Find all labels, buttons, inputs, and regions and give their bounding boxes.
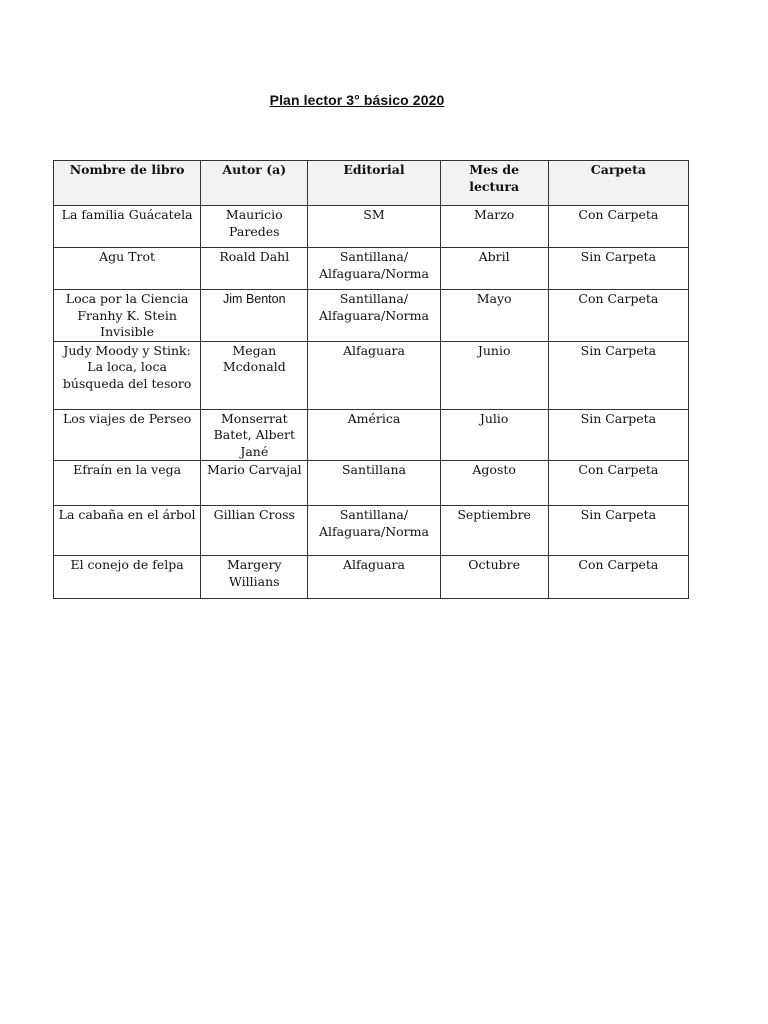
author-cell: Mauricio Paredes [201,206,308,248]
author-cell: Jim Benton [201,290,308,342]
book-name-cell: Loca por la Ciencia Franhy K. Stein Invisible [54,290,201,342]
folder-cell: Con Carpeta [548,290,688,342]
header-author: Autor (a) [201,161,308,206]
month-cell: Julio [440,409,548,461]
table-row [54,206,689,248]
table-header-row [54,161,689,206]
header-folder: Carpeta [548,161,688,206]
month-cell: Octubre [440,556,548,599]
book-name-cell: Efraín en la vega [54,461,201,506]
table-row [54,556,689,599]
month-cell: Agosto [440,461,548,506]
folder-cell: Sin Carpeta [548,248,688,290]
publisher-cell: Alfaguara [308,556,440,599]
month-cell: Mayo [440,290,548,342]
book-name-cell: Agu Trot [54,248,201,290]
month-cell: Marzo [440,206,548,248]
author-cell: Monserrat Batet, Albert Jané [201,409,308,461]
author-cell: Gillian Cross [201,506,308,556]
author-cell: Megan Mcdonald [201,341,308,409]
author-cell: Mario Carvajal [201,461,308,506]
month-cell: Abril [440,248,548,290]
table-row [54,248,689,290]
publisher-cell: América [308,409,440,461]
folder-cell: Con Carpeta [548,461,688,506]
book-name-cell: La familia Guácatela [54,206,201,248]
table-row [54,341,689,409]
book-name-cell: Los viajes de Perseo [54,409,201,461]
header-reading-month: Mes de lectura [440,161,548,206]
reading-plan-table [53,160,689,599]
table-row [54,290,689,342]
folder-cell: Sin Carpeta [548,341,688,409]
book-name-cell: El conejo de felpa [54,556,201,599]
folder-cell: Con Carpeta [548,206,688,248]
header-book-name: Nombre de libro [54,161,201,206]
table-row [54,461,689,506]
table-row [54,409,689,461]
book-name-cell: La cabaña en el árbol [54,506,201,556]
publisher-cell: SM [308,206,440,248]
publisher-cell: Santillana [308,461,440,506]
header-publisher: Editorial [308,161,440,206]
author-cell: Margery Willians [201,556,308,599]
book-name-cell: Judy Moody y Stink: La loca, loca búsqueda del tesoro [54,341,201,409]
month-cell: Junio [440,341,548,409]
publisher-cell: Alfaguara [308,341,440,409]
document-title: Plan lector 3° básico 2020 [269,92,445,108]
table-row [54,506,689,556]
folder-cell: Sin Carpeta [548,409,688,461]
author-cell: Roald Dahl [201,248,308,290]
publisher-cell: Santillana/ Alfaguara/Norma [308,248,440,290]
folder-cell: Con Carpeta [548,556,688,599]
publisher-cell: Santillana/ Alfaguara/Norma [308,290,440,342]
month-cell: Septiembre [440,506,548,556]
publisher-cell: Santillana/ Alfaguara/Norma [308,506,440,556]
folder-cell: Sin Carpeta [548,506,688,556]
